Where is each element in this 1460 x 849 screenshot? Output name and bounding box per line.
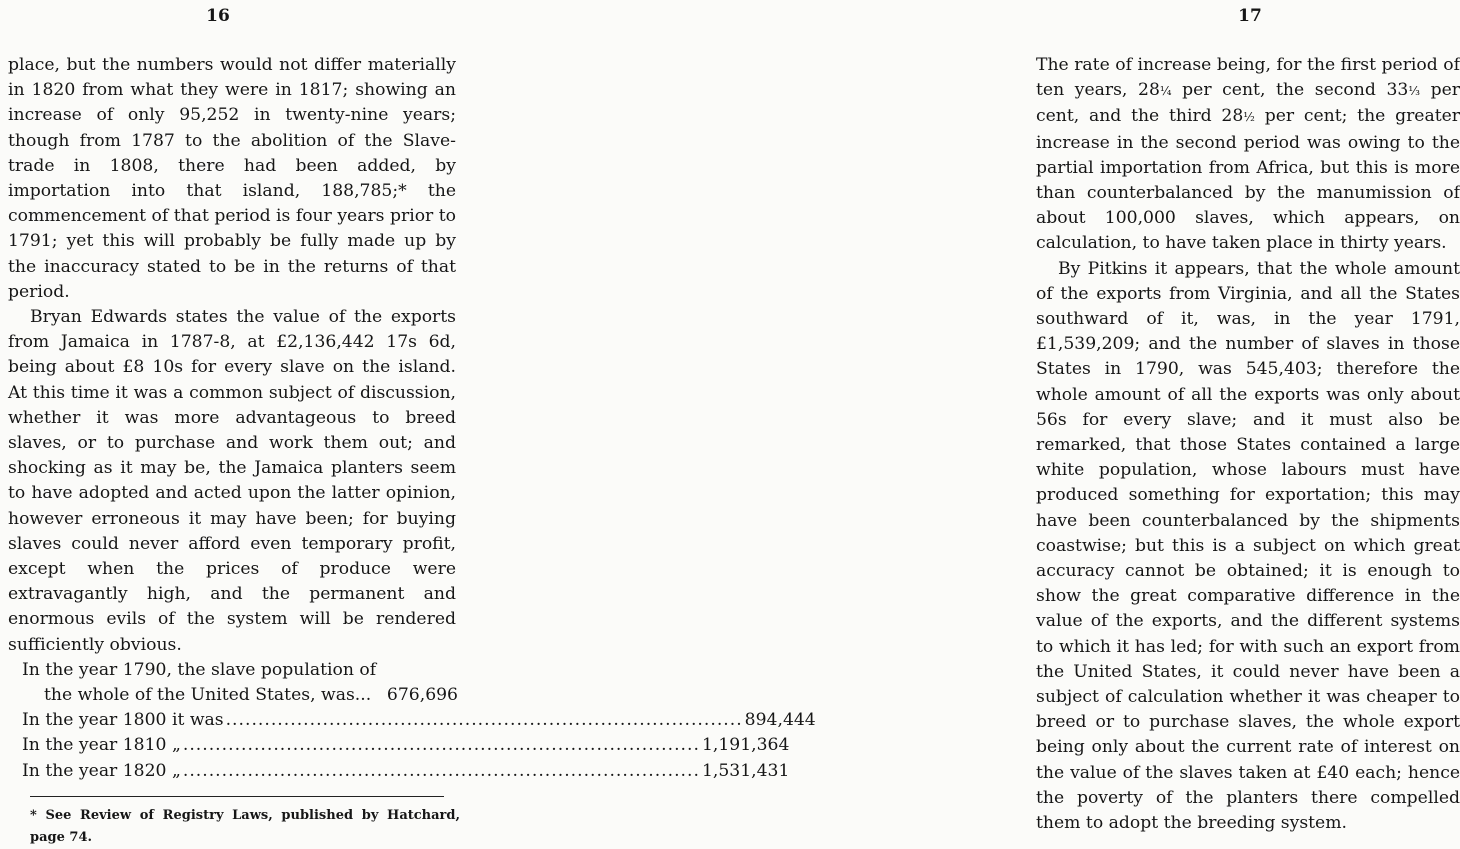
left-text-column xyxy=(8,53,816,849)
row-value: 676,696 xyxy=(386,685,458,706)
paragraph: place, but the numbers would not differ materially in 1820 from what they were in 1817; showing an increase of only 95,252 in twenty-nine years; though from 1787 to the abolition of the Slave-trade in 1808, there had been added, by importation into that island, 188,785;* the commencement of that period is four years prior to 1791; yet this will probably be fully made up by the inaccuracy stated to be in the returns of that period. xyxy=(8,55,456,302)
table-row xyxy=(22,733,790,758)
row-value: 1,191,364 xyxy=(701,735,790,756)
fraction: ½ xyxy=(1243,110,1255,125)
row-label: In the year 1800 it was xyxy=(22,710,224,731)
row-label: the whole of the United States, was... xyxy=(44,685,372,706)
text-run: per cent; the greater increase in the second period was owing to the partial importation from Africa, but this is more than counterbalanced by the manumission of about 100,000 slaves, which appears, on calculation, to have taken place in thirty years. xyxy=(1036,106,1460,254)
table-row xyxy=(22,759,790,784)
slave-population-table xyxy=(22,658,816,784)
fraction: ¼ xyxy=(1159,84,1172,99)
row-value: 1,531,431 xyxy=(701,760,790,781)
right-page xyxy=(490,0,1460,834)
text-run: per cent, and the third 28 xyxy=(1036,80,1460,127)
footnote-rule xyxy=(30,796,444,797)
right-text-column xyxy=(1036,53,1460,836)
footnote: * See Review of Registry Laws, published by Hatchard, page 74. xyxy=(30,807,460,845)
paragraph xyxy=(1036,53,1460,257)
row-label: In the year 1810 „ xyxy=(22,735,181,756)
table-row xyxy=(22,658,458,683)
table-intro: In the year 1790, the slave population of xyxy=(22,659,377,680)
table-row xyxy=(22,708,816,733)
page-number: 17 xyxy=(1238,6,1262,26)
paragraph: Bryan Edwards states the value of the exports from Jamaica in 1787-8, at £2,136,442 17s 6d, being about £8 10s for every slave on the island. At this time it was a common subject of discussion, whether it was more advantageous to breed slaves, or to purchase and work them out; and shocking as it may be, the Jamaica planters seem to have adopted and acted upon the latter opinion, however erroneous it may have been; for buying slaves could never afford even temporary profit, except when the prices of produce were extravagantly high, and the permanent and enormous evils of the system will be rendered sufficiently obvious. xyxy=(8,307,456,655)
paragraph: By Pitkins it appears, that the whole amount of the exports from Virginia, and all the States southward of it, was, in the year 1791, £1,539,209; and the number of slaves in those States in 1790, was 545,403; therefore the whole amount of all the exports was only about 56s for every slave; and it must also be remarked, that those States contained a large white population, whose labours must have produced something for exportation; this may have been counterbalanced by the shipments coastwise; but this is a subject on which great accuracy cannot be obtained; it is enough to show the great comparative difference in the value of the exports, and the different systems to which it has led; for with such an export from the United States, it could never have been a subject of calculation whether it was cheaper to breed or to purchase slaves, the whole export being only about the current rate of interest on the value of the slaves taken at £40 each; hence the poverty of the planters there compelled them to adopt the breeding system. xyxy=(1036,258,1460,834)
row-label: In the year 1820 „ xyxy=(22,760,181,781)
row-value: 894,444 xyxy=(744,710,816,731)
page-number: 16 xyxy=(206,6,230,26)
text-run: per cent, the second 33 xyxy=(1171,80,1409,101)
text-run: The rate of increase being, for the first period of ten years, 28 xyxy=(1036,55,1460,101)
table-row xyxy=(22,683,458,708)
fraction: ⅓ xyxy=(1408,84,1420,99)
